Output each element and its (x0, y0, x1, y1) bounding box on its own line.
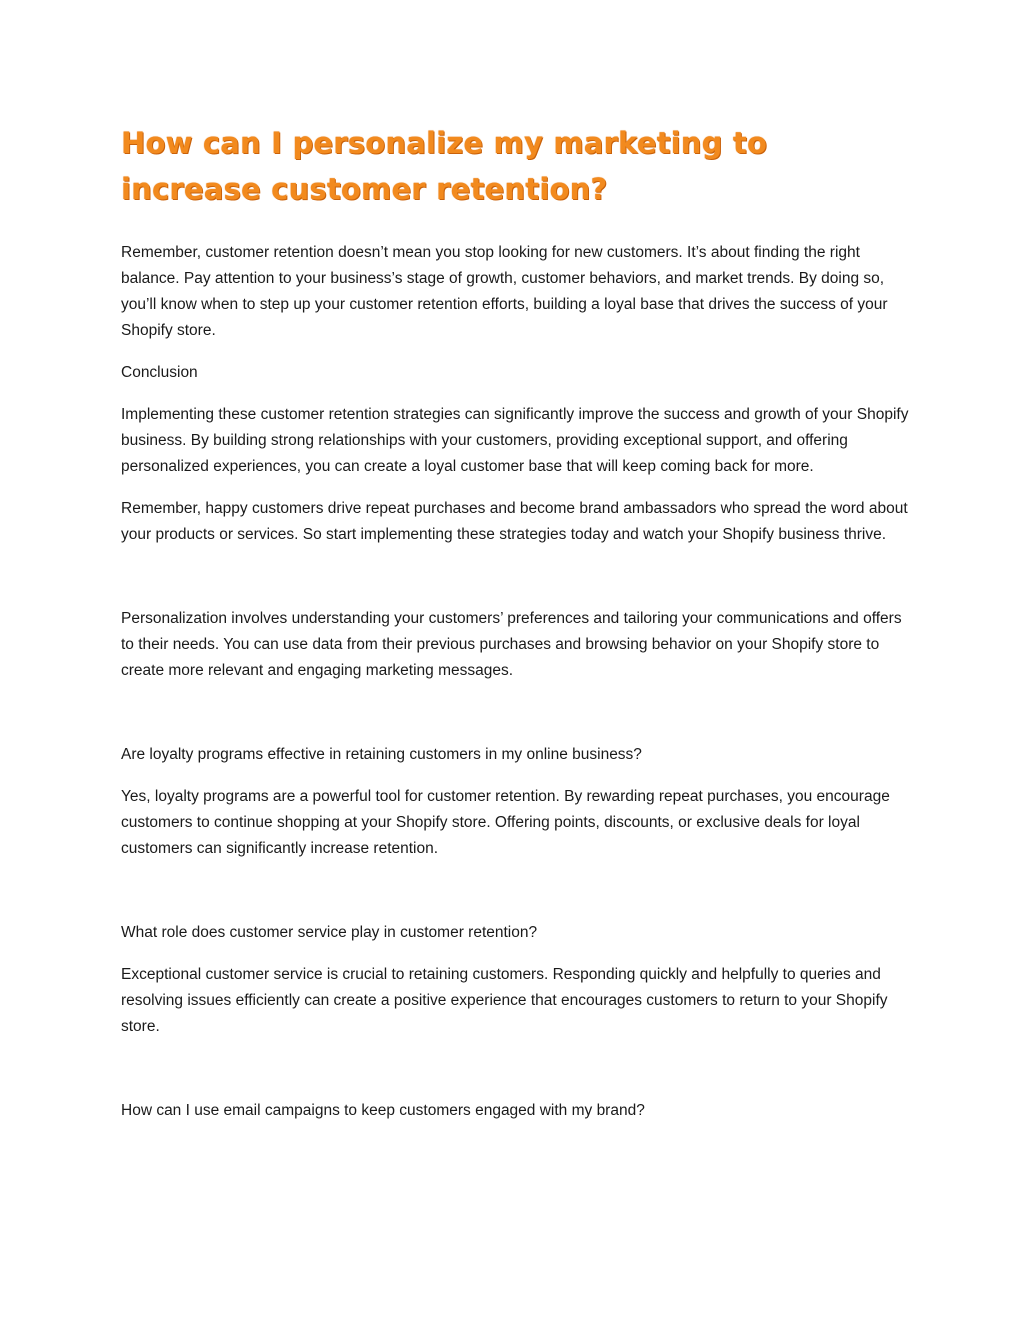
paragraph-balance: Remember, customer retention doesn’t mean you stop looking for new customers. It’s about finding the right balance. Pay attention to your business’s stage of growth, customer behaviors, and market trends. By doing so, you’ll know when to step up your customer retention efforts, building a loyal base that drives the success of your Shopify store. (121, 244, 888, 339)
question-loyalty-programs: Are loyalty programs effective in retaining customers in my online business? (121, 746, 642, 763)
document-page (121, 120, 911, 1124)
paragraph-conclusion-heading: Conclusion (121, 364, 198, 381)
paragraph-implementing: Implementing these customer retention strategies can significantly improve the success and growth of your Shopify business. By building strong relationships with your customers, providing exceptional support, and offering personalized experiences, you can create a loyal customer base that will keep coming back for more. (121, 406, 909, 475)
page-title: How can I personalize my marketing to increase customer retention? (121, 126, 768, 206)
paragraph-happy-customers: Remember, happy customers drive repeat purchases and become brand ambassadors who spread the word about your products or services. So start implementing these strategies today and watch your Shopify business thrive. (121, 500, 908, 543)
paragraph-personalization: Personalization involves understanding your customers’ preferences and tailoring your communications and offers to their needs. You can use data from their previous purchases and browsing behavior on your Shopify store to create more relevant and engaging marketing messages. (121, 610, 902, 679)
question-email-campaigns: How can I use email campaigns to keep customers engaged with my brand? (121, 1102, 645, 1119)
answer-customer-service: Exceptional customer service is crucial to retaining customers. Responding quickly and helpfully to queries and resolving issues efficiently can create a positive experience that encourages customers to return to your Shopify store. (121, 966, 888, 1035)
answer-loyalty-programs: Yes, loyalty programs are a powerful tool for customer retention. By rewarding repeat purchases, you encourage customers to continue shopping at your Shopify store. Offering points, discounts, or exclusive deals for loyal customers can significantly increase retention. (121, 788, 890, 857)
question-customer-service: What role does customer service play in customer retention? (121, 924, 538, 941)
